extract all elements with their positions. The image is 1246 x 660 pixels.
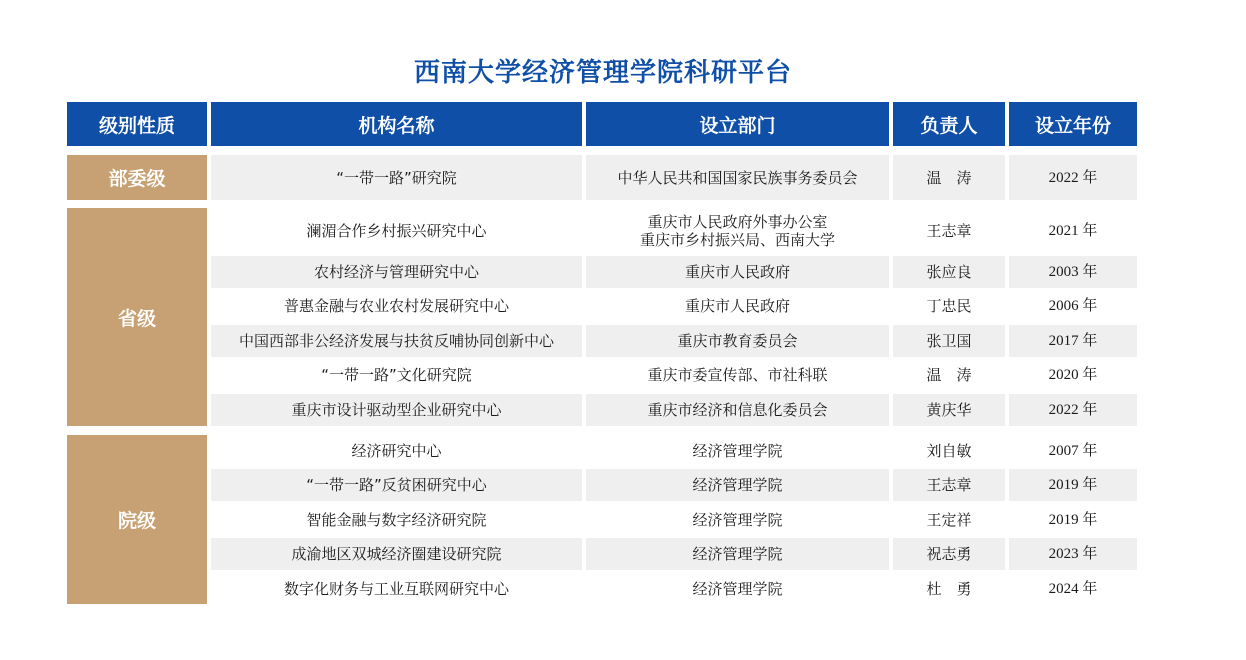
row-11-year-cell: 2023 年 (1009, 538, 1137, 570)
row-10-name-cell: 智能金融与数字经济研究院 (306, 511, 487, 529)
dept-line: 中华人民共和国国家民族事务委员会 (617, 168, 858, 187)
row-1-year-cell: 2022 年 (1009, 155, 1137, 200)
row-8-dept-cell (586, 435, 889, 467)
row-10-person-cell: 王定祥 (926, 511, 972, 529)
row-9-year-cell: 2019 年 (1009, 469, 1137, 501)
row-6-name-cell: “一带一路”文化研究院 (321, 366, 472, 384)
row-5-name-cell: 中国西部非公经济发展与扶贫反哺协同创新中心 (211, 325, 582, 357)
row-7-name-cell: 重庆市设计驱动型企业研究中心 (211, 394, 582, 426)
row-2-name-cell: 澜湄合作乡村振兴研究中心 (306, 222, 487, 240)
row-9-dept-cell (586, 469, 889, 501)
row-4-dept-cell (586, 290, 889, 322)
dept-line: 经济管理学院 (692, 545, 783, 563)
row-5-year-cell: 2017 年 (1009, 325, 1137, 357)
row-3-name-cell: 农村经济与管理研究中心 (211, 256, 582, 288)
row-3-dept-cell (586, 256, 889, 288)
row-6-dept-cell (586, 359, 889, 391)
dept-line: 重庆市人民政府 (684, 297, 790, 315)
row-2-person-cell: 王志章 (926, 222, 972, 240)
row-12-name-cell: 数字化财务与工业互联网研究中心 (283, 580, 509, 598)
row-12-person-cell: 杜 勇 (926, 580, 972, 598)
row-7-dept-cell (586, 394, 889, 426)
row-12-dept-cell (586, 573, 889, 605)
header-person: 负责人 (893, 102, 1005, 146)
row-4-person-cell: 丁忠民 (926, 297, 972, 315)
row-4-year-cell: 2006 年 (1048, 298, 1098, 314)
header-year: 设立年份 (1009, 102, 1137, 146)
row-9-person-cell: 王志章 (893, 469, 1005, 501)
dept-line: 经济管理学院 (692, 476, 783, 494)
page-title: 西南大学经济管理学院科研平台 (413, 58, 792, 88)
row-1-person-cell: 温 涛 (893, 155, 1005, 200)
row-6-year-cell: 2020 年 (1048, 367, 1098, 383)
row-11-person-cell: 祝志勇 (893, 538, 1005, 570)
row-8-person-cell: 刘自敏 (926, 442, 972, 460)
dept-line: 重庆市委宣传部、市社科联 (647, 366, 828, 384)
row-4-name-cell: 普惠金融与农业农村发展研究中心 (283, 297, 509, 315)
dept-line: 重庆市人民政府 (684, 263, 790, 281)
row-7-person-cell: 黄庆华 (893, 394, 1005, 426)
dept-line: 经济管理学院 (692, 442, 783, 460)
dept-line: 经济管理学院 (692, 580, 783, 598)
row-2-dept-cell (586, 208, 889, 254)
row-8-name-cell: 经济研究中心 (351, 442, 442, 460)
dept-line: 重庆市教育委员会 (677, 332, 798, 350)
row-9-name-cell: “一带一路”反贫困研究中心 (211, 469, 582, 501)
row-7-year-cell: 2022 年 (1009, 394, 1137, 426)
row-8-year-cell: 2007 年 (1048, 443, 1098, 459)
header-dept: 设立部门 (586, 102, 889, 146)
row-3-person-cell: 张应良 (893, 256, 1005, 288)
row-11-dept-cell (586, 538, 889, 570)
header-level: 级别性质 (67, 102, 207, 146)
level-cell-ministry: 部委级 (67, 155, 207, 200)
level-cell-college: 院级 (67, 435, 207, 604)
row-5-dept-cell (586, 325, 889, 357)
row-1-name-cell: “一带一路”研究院 (211, 155, 582, 200)
row-6-person-cell: 温 涛 (926, 366, 972, 384)
row-1-dept-cell (586, 155, 889, 200)
dept-line: 重庆市乡村振兴局、西南大学 (639, 231, 835, 249)
dept-line: 重庆市经济和信息化委员会 (647, 401, 828, 419)
row-2-year-cell: 2021 年 (1048, 223, 1098, 239)
row-3-year-cell: 2003 年 (1009, 256, 1137, 288)
dept-line: 经济管理学院 (692, 511, 783, 529)
row-12-year-cell: 2024 年 (1048, 581, 1098, 597)
header-name: 机构名称 (211, 102, 582, 146)
row-11-name-cell: 成渝地区双城经济圈建设研究院 (211, 538, 582, 570)
dept-line: 重庆市人民政府外事办公室 (647, 213, 828, 231)
row-5-person-cell: 张卫国 (893, 325, 1005, 357)
row-10-dept-cell (586, 504, 889, 536)
row-10-year-cell: 2019 年 (1048, 512, 1098, 528)
level-cell-provincial: 省级 (67, 208, 207, 426)
